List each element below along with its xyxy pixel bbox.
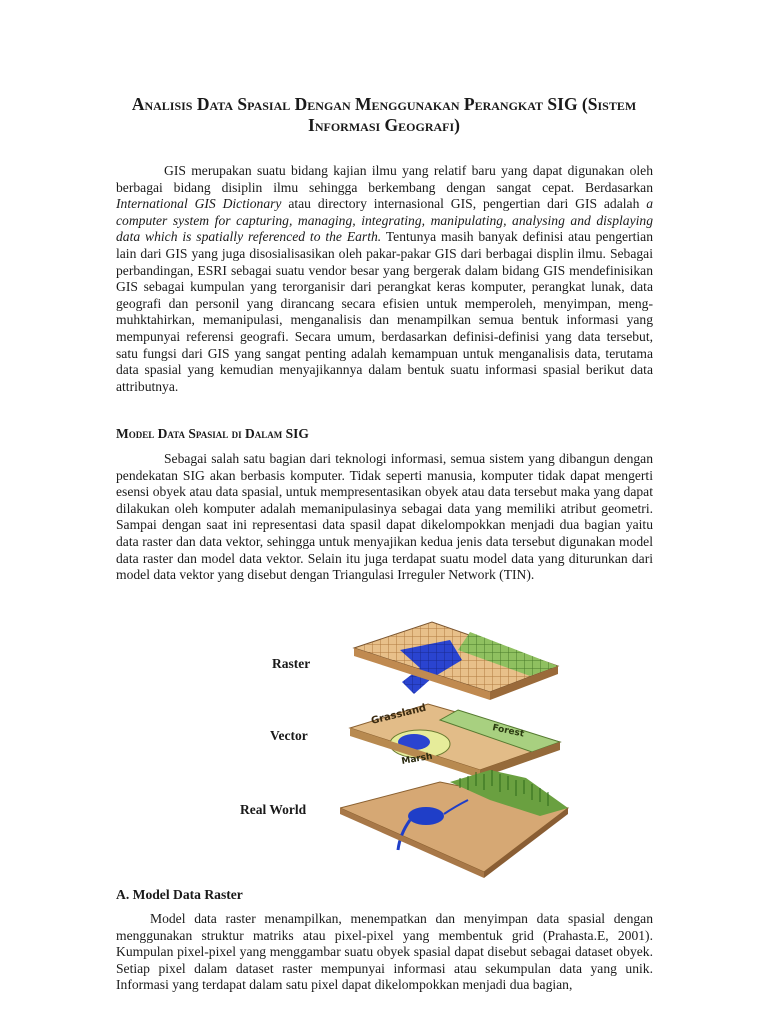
gis-layers-figure bbox=[340, 620, 570, 880]
title-line-2: Informasi Geografi) bbox=[308, 115, 460, 135]
vector-layer bbox=[350, 703, 560, 778]
p1-text-2: atau directory internasional GIS, pengertian dari GIS adalah bbox=[281, 196, 647, 212]
document-title bbox=[100, 94, 668, 136]
p3-text: Model data raster menampilkan, menempatkan dan menyimpan data spasial dengan menggunakan struktur matriks atau pixel-pixel yang membentuk grid (Prahasta.E, 2001). Kumpulan pixel-pixel yang menggambar suatu obyek spasial dapat disebut sebagai dataset obyek. Setiap pixel dalam dataset raster mempunyai informasi atau sekumpulan data yang unik. Informasi yang terdapat dalam satu pixel dapat dikelompokkan menjadi dua bagian, bbox=[116, 911, 653, 993]
title-line-1: Analisis Data Spasial Dengan Menggunakan Perangkat SIG (Sistem bbox=[131, 94, 637, 114]
forest-text: Forest bbox=[491, 723, 525, 740]
p1-italic-1: International GIS Dictionary bbox=[116, 196, 282, 212]
paragraph-model-raster bbox=[116, 911, 653, 994]
raster-layer bbox=[354, 622, 558, 700]
heading-model-data-spasial: Model Data Spasial di Dalam SIG bbox=[116, 426, 309, 441]
p1-italic-2: a computer system for capturing, managing, integrating, manipulating, analysing and displaying data which is spatially referenced to the Earth. bbox=[116, 196, 654, 245]
paragraph-gis-definition bbox=[116, 163, 653, 395]
grassland-text: Grassland bbox=[370, 702, 428, 727]
p1-text-1: GIS merupakan suatu bidang kajian ilmu yang relatif baru yang dapat digunakan oleh berbagai bidang disiplin ilmu sehingga berkembang dengan sangat cepat. Berdasarkan bbox=[116, 163, 653, 195]
marsh-text: Marsh bbox=[400, 751, 434, 767]
realworld-layer bbox=[340, 770, 568, 878]
realworld-label: Real World bbox=[240, 802, 307, 817]
vector-label: Vector bbox=[270, 728, 308, 743]
paragraph-model-data bbox=[116, 451, 653, 584]
raster-label: Raster bbox=[272, 656, 311, 671]
p1-text-3: Tentunya masih banyak definisi atau pengertian lain dari GIS yang juga disosialisasikan oleh pakar-pakar GIS dari berbagai displin ilmu. Sebagai perbandingan, ESRI sebagai suatu vendor besar yang bergerak dalam bidang GIS mendefinisikan GIS sebagai kumpulan yang terorganisir dari perangkat keras komputer, perangkat lunak, data geografi dan personil yang dirancang secara efisien untuk memperoleh, menyimpan, meng-muhktahirkan, memanipulasi, menganalisis dan menampilkan semua bentuk informasi yang mempunyai referensi geografi. Secara umum, berdasarkan definisi-definisi yang data tersebut, satu fungsi dari GIS yang sangat penting adalah kemampuan untuk menganalisis data, terutama data spasial yang kemudian menyajikannya dalam bentuk suatu informasi spasial berikut data attributnya. bbox=[116, 229, 654, 394]
heading-model-data-raster: A. Model Data Raster bbox=[116, 887, 243, 902]
p2-text: Sebagai salah satu bagian dari teknologi informasi, semua sistem yang dibangun dengan pendekatan SIG akan berbasis komputer. Tidak seperti manusia, komputer tidak dapat mengerti esensi obyek atau data spasial, untuk mempresentasikan obyek atau data tersebut maka yang dapat dilakukan oleh komputer adalah memanipulasinya sebagai data yang memiliki atribut geometri. Sampai dengan saat ini representasi data spasil dapat dikelompokkan menjadi dua bagian yaitu data raster dan data vektor, sehingga untuk menyajikan kedua jenis data tersebut digunakan model data raster dan model data vektor. Selain itu juga terdapat suatu model data yang diturunkan dari model data vektor yang disebut dengan Triangulasi Irreguler Network (TIN). bbox=[116, 451, 653, 583]
